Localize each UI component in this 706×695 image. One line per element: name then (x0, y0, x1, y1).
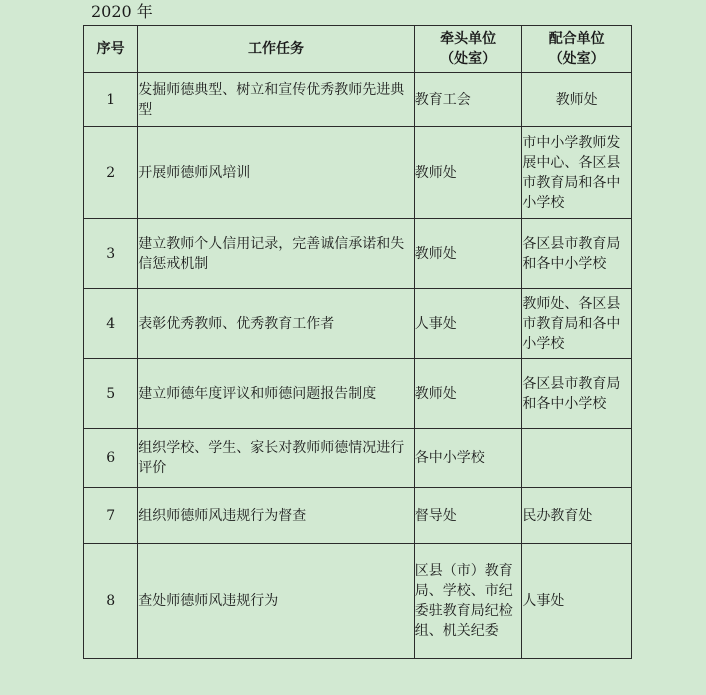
row-cooperate: 市中小学教师发展中心、各区县市教育局和各中小学校 (522, 127, 632, 219)
header-lead: 牵头单位 （处室） (414, 26, 522, 73)
row-task: 查处师德师风违规行为 (138, 544, 415, 659)
header-task: 工作任务 (138, 26, 415, 73)
row-lead: 人事处 (414, 289, 522, 359)
row-no: 8 (84, 544, 138, 659)
row-cooperate: 各区县市教育局和各中小学校 (522, 359, 632, 429)
row-no: 1 (84, 73, 138, 127)
row-no: 3 (84, 219, 138, 289)
header-cooperate: 配合单位 （处室） (522, 26, 632, 73)
row-lead: 教育工会 (414, 73, 522, 127)
table-row (84, 488, 632, 544)
row-task: 组织学校、学生、家长对教师师德情况进行评价 (138, 429, 415, 488)
row-no: 4 (84, 289, 138, 359)
row-cooperate: 民办教育处 (522, 488, 632, 544)
row-lead: 教师处 (414, 359, 522, 429)
row-cooperate: 人事处 (522, 544, 632, 659)
row-no: 5 (84, 359, 138, 429)
row-lead: 教师处 (414, 219, 522, 289)
table-row (84, 219, 632, 289)
year-heading: 2020 年 (91, 2, 153, 21)
row-task: 组织师德师风违规行为督查 (138, 488, 415, 544)
row-lead: 教师处 (414, 127, 522, 219)
row-task: 表彰优秀教师、优秀教育工作者 (138, 289, 415, 359)
row-cooperate: 教师处 (522, 73, 632, 127)
row-no: 6 (84, 429, 138, 488)
table-row (84, 429, 632, 488)
task-table (83, 25, 632, 659)
row-task: 建立教师个人信用记录，完善诚信承诺和失信惩戒机制 (138, 219, 415, 289)
table-row (84, 73, 632, 127)
row-lead: 各中小学校 (414, 429, 522, 488)
row-task: 开展师德师风培训 (138, 127, 415, 219)
row-no: 7 (84, 488, 138, 544)
row-task: 发掘师德典型、树立和宣传优秀教师先进典型 (138, 73, 415, 127)
table-row (84, 127, 632, 219)
row-cooperate: 各区县市教育局和各中小学校 (522, 219, 632, 289)
row-cooperate: 教师处、各区县市教育局和各中小学校 (522, 289, 632, 359)
table-row (84, 359, 632, 429)
table-row (84, 544, 632, 659)
row-lead: 区县（市）教育局、学校、市纪委驻教育局纪检组、机关纪委 (414, 544, 522, 659)
header-no: 序号 (84, 26, 138, 73)
row-task: 建立师德年度评议和师德问题报告制度 (138, 359, 415, 429)
row-cooperate (522, 429, 632, 488)
row-lead: 督导处 (414, 488, 522, 544)
table-row (84, 289, 632, 359)
table-header-row (84, 26, 632, 73)
row-no: 2 (84, 127, 138, 219)
